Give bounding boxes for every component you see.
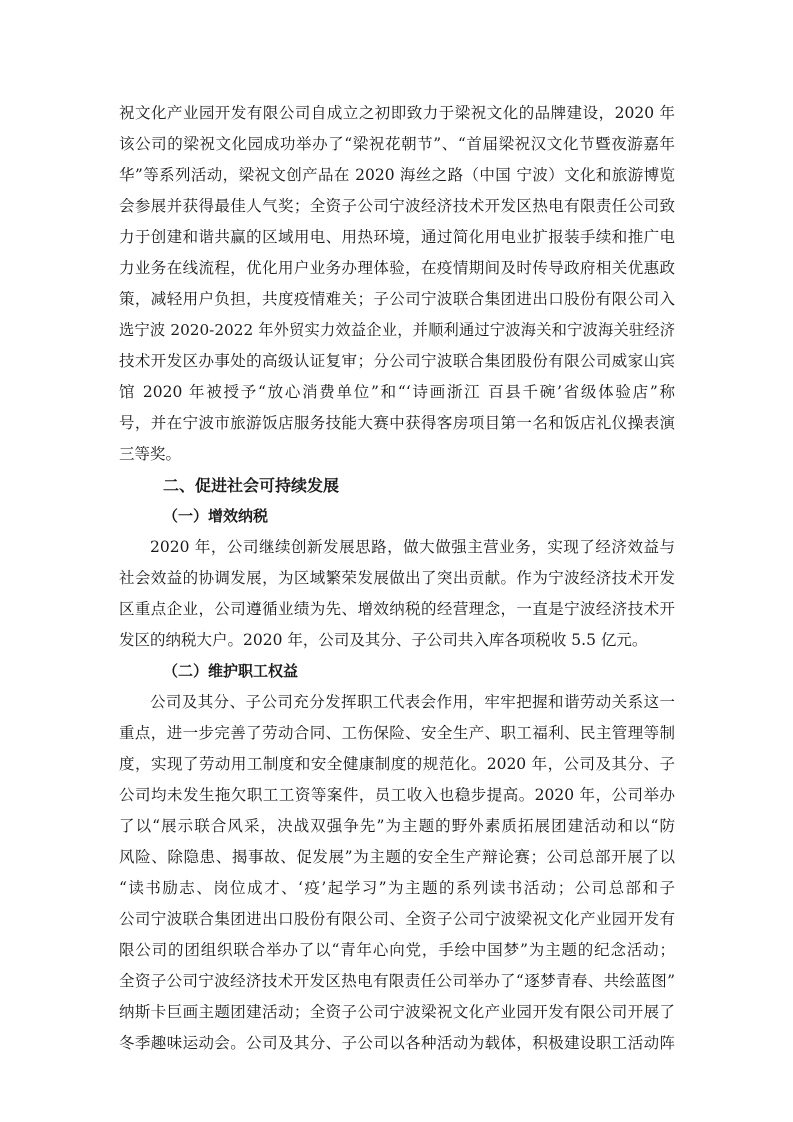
text-line: 该公司的梁祝文化园成功举办了“梁祝花朝节”、“首届梁祝汉文化节暨夜游嘉年 — [119, 135, 675, 153]
text-line: 了以“展示联合风采，决战双强争先”为主题的野外素质拓展团建活动和以“防 — [119, 817, 675, 835]
paragraph-employee-rights — [119, 687, 675, 1059]
text-line: 全资子公司宁波经济技术开发区热电有限责任公司举办了“逐梦青春、共绘蓝图” — [119, 972, 675, 990]
text-line: 力业务在线流程，优化用户业务办理体验，在疫情期间及时传导政府相关优惠政 — [119, 259, 675, 277]
text-line: 公司宁波联合集团进出口股份有限公司、全资子公司宁波梁祝文化产业园开发有 — [119, 910, 675, 928]
document-page — [119, 98, 675, 1059]
text-line: 发区的纳税大户。2020 年，公司及其分、子公司共入库各项税收 5.5 亿元。 — [119, 631, 648, 649]
text-line: 力于创建和谐共赢的区域用电、用热环境，通过简化用电业扩报装手续和推广电 — [119, 228, 675, 246]
text-line: 风险、除隐患、揭事故、促发展”为主题的安全生产辩论赛；公司总部开展了以 — [119, 848, 675, 866]
text-line: 三等奖。 — [119, 445, 182, 463]
text-line: 号，并在宁波市旅游饭店服务技能大赛中获得客房项目第一名和饭店礼仪操表演 — [119, 414, 675, 432]
text-line: 重点，进一步完善了劳动合同、工伤保险、安全生产、职工福利、民主管理等制 — [119, 724, 675, 742]
text-line: 纳斯卡巨画主题团建活动；全资子公司宁波梁祝文化产业园开发有限公司开展了 — [119, 1003, 675, 1021]
text-line: 度，实现了劳动用工制度和安全健康制度的规范化。2020 年，公司及其分、子 — [119, 755, 675, 773]
text-line: 策，减轻用户负担，共度疫情难关；子公司宁波联合集团进出口股份有限公司入 — [119, 290, 675, 308]
text-line: 会参展并获得最佳人气奖；全资子公司宁波经济技术开发区热电有限责任公司致 — [119, 197, 675, 215]
text-line: 祝文化产业园开发有限公司自成立之初即致力于梁祝文化的品牌建设，2020 年 — [119, 104, 675, 122]
text-line: 选宁波 2020-2022 年外贸实力效益企业，并顺利通过宁波海关和宁波海关驻经济 — [119, 321, 675, 339]
section-heading: 二、促进社会可持续发展 — [163, 476, 340, 495]
text-line: 公司及其分、子公司充分发挥职工代表会作用，牢牢把握和谐劳动关系这一 — [150, 693, 675, 711]
text-line: 2020 年，公司继续创新发展思路，做大做强主营业务，实现了经济效益与 — [150, 538, 675, 556]
subsection-heading: （二）维护职工权益 — [163, 662, 299, 680]
text-line: 华”等系列活动，梁祝文创产品在 2020 海丝之路（中国 宁波）文化和旅游博览 — [119, 166, 675, 184]
text-line: 冬季趣味运动会。公司及其分、子公司以各种活动为载体，积极建设职工活动阵 — [119, 1034, 675, 1052]
text-line: 社会效益的协调发展，为区域繁荣发展做出了突出贡献。作为宁波经济技术开发 — [119, 569, 675, 587]
text-line: “读书励志、岗位成才、‘疫’起学习”为主题的系列读书活动；公司总部和子 — [119, 879, 675, 897]
text-line: 区重点企业，公司遵循业绩为先、增效纳税的经营理念，一直是宁波经济技术开 — [119, 600, 675, 618]
text-line: 限公司的团组织联合举办了以“青年心向党，手绘中国梦”为主题的纪念活动； — [119, 941, 675, 959]
paragraph-tax — [119, 532, 675, 656]
text-line: 馆 2020 年被授予“放心消费单位”和“‘诗画浙江 百县千碗’省级体验店”称 — [119, 383, 675, 401]
text-line: 公司均未发生拖欠职工工资等案件，员工收入也稳步提高。2020 年，公司举办 — [119, 786, 675, 804]
text-line: 技术开发区办事处的高级认证复审；分公司宁波联合集团股份有限公司威家山宾 — [119, 352, 675, 370]
subsection-heading: （一）增效纳税 — [163, 507, 269, 525]
paragraph-brand-building — [119, 98, 675, 470]
